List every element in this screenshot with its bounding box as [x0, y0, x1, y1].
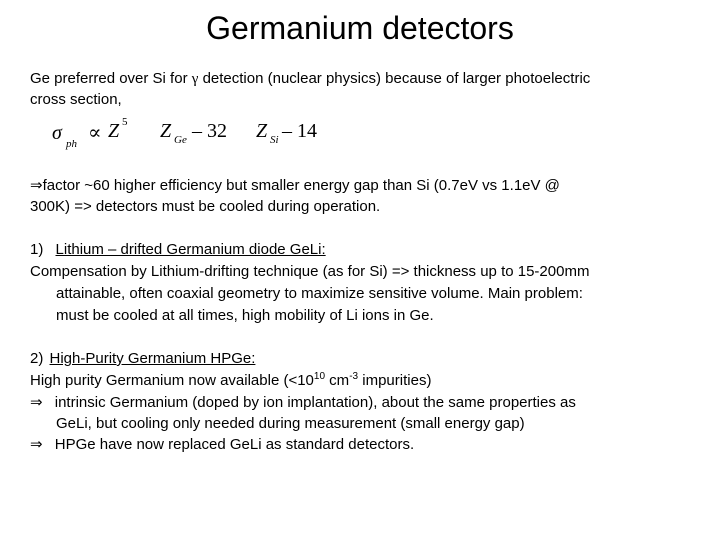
section-2-text-a: High purity Germanium now available (<10 — [30, 372, 314, 389]
section-2-number: 2) — [30, 350, 44, 367]
intro-text-a: Ge preferred over Si for — [30, 70, 188, 87]
section-1-heading — [30, 239, 326, 260]
z-exponent: 5 — [122, 116, 128, 128]
bullet-1-text: intrinsic Germanium (doped by ion implantation), about the same properties as — [54, 394, 576, 411]
section-2-bullet-1-cont: GeLi, but cooling only needed during measurement (small energy gap) — [56, 415, 525, 432]
zsi-value: – 14 — [282, 120, 317, 142]
zsi-symbol: Z — [256, 120, 268, 142]
section-2-title: High-Purity Germanium HPGe: — [49, 350, 256, 367]
factor-line-2: 300K) => detectors must be cooled during operation. — [30, 198, 381, 215]
section-1-line-3: must be cooled at all times, high mobility of Li ions in Ge. — [56, 307, 434, 324]
exp-10: 10 — [313, 371, 326, 382]
implies-arrow-icon: ⇒ — [30, 393, 43, 411]
exp-minus-3: -3 — [349, 371, 359, 382]
intro-line-2: cross section, — [30, 91, 122, 108]
z-symbol: Z — [108, 120, 120, 142]
slide-title: Germanium detectors — [206, 10, 514, 46]
zge-symbol: Z — [160, 120, 172, 142]
implies-arrow-icon: ⇒ — [30, 435, 43, 453]
section-2-heading — [30, 348, 255, 369]
intro-text-b: detection (nuclear physics) because of larger photoelectric — [202, 70, 591, 87]
cross-section-formula — [52, 116, 352, 152]
intro-line-1 — [30, 68, 590, 90]
section-2-line-1 — [30, 370, 431, 391]
section-2-text-b: cm — [325, 372, 350, 389]
zsi-subscript: Si — [270, 134, 279, 146]
section-1-title: Lithium – drifted Germanium diode GeLi: — [55, 241, 326, 258]
sigma-subscript: ph — [66, 138, 77, 150]
gamma-symbol: γ — [191, 71, 199, 87]
factor-text-1: factor ~60 higher efficiency but smaller energy gap than Si (0.7eV vs 1.1eV @ — [42, 177, 560, 194]
implies-arrow-icon: ⇒ — [30, 176, 43, 194]
section-1-line-2: attainable, often coaxial geometry to maximize sensitive volume. Main problem: — [56, 285, 583, 302]
section-2-bullet-1 — [30, 392, 576, 413]
zge-subscript: Ge — [174, 134, 187, 146]
proportional-symbol: ∝ — [88, 122, 102, 144]
section-1-line-1: Compensation by Lithium-drifting technique (as for Si) => thickness up to 15-200mm — [30, 263, 590, 280]
section-2-text-c: impurities) — [358, 372, 432, 389]
zge-value: – 32 — [192, 120, 227, 142]
section-2-bullet-2 — [30, 434, 414, 455]
bullet-2-text: HPGe have now replaced GeLi as standard detectors. — [54, 436, 415, 453]
section-1-number: 1) — [30, 241, 44, 258]
factor-line-1 — [30, 175, 560, 196]
sigma-symbol: σ — [52, 122, 62, 144]
